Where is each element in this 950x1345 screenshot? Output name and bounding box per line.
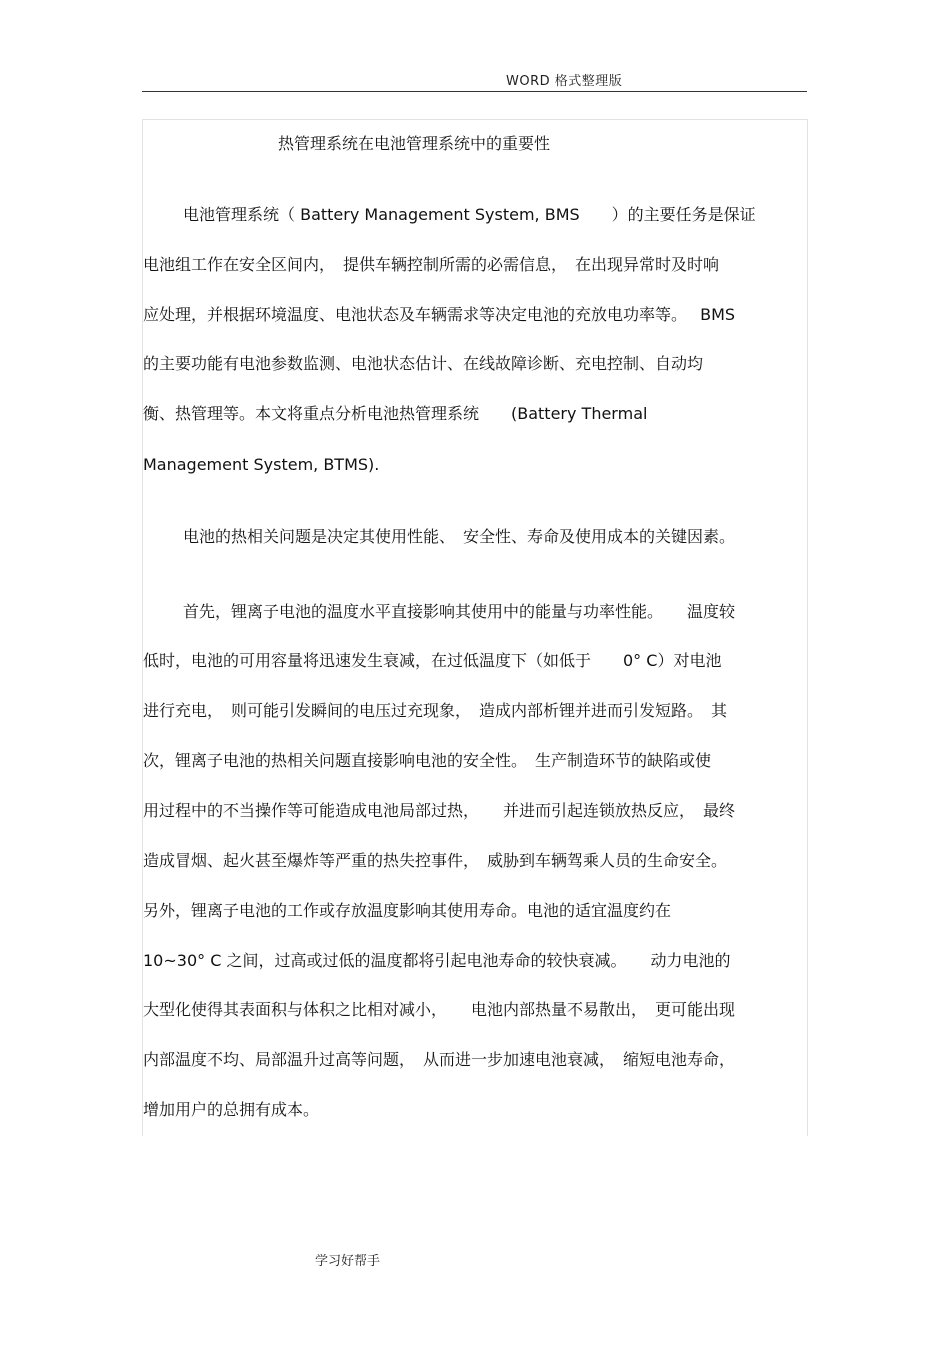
paragraph-line: 应处理，并根据环境温度、电池状态及车辆需求等决定电池的充放电功率等。 BMS [143,305,736,324]
paragraph-line: 进行充电， 则可能引发瞬间的电压过充现象， 造成内部析锂并进而引发短路。 其 [143,701,728,720]
paragraph-line: 低时，电池的可用容量将迅速发生衰减，在过低温度下（如低于 0° C）对电池 [143,651,722,670]
footer-label: 学习好帮手 [315,1254,381,1269]
paragraph-line: 次，锂离子电池的热相关问题直接影响电池的安全性。 生产制造环节的缺陷或使 [143,751,712,770]
paragraph-line: 10~30° C 之间，过高或过低的温度都将引起电池寿命的较快衰减。 动力电池的 [143,951,731,970]
paragraph-line: 增加用户的总拥有成本。 [143,1100,320,1119]
paragraph-line: 电池组工作在安全区间内， 提供车辆控制所需的必需信息， 在出现异常时及时响 [143,255,720,274]
paragraph-line: 衡、热管理等。本文将重点分析电池热管理系统 (Battery Thermal [143,404,648,423]
paragraph-line: Management System, BTMS). [143,455,380,474]
header-label: WORD 格式整理版 [506,74,623,89]
paragraph-line: 造成冒烟、起火甚至爆炸等严重的热失控事件， 威胁到车辆驾乘人员的生命安全。 [143,851,728,870]
paragraph-line: 电池的热相关问题是决定其使用性能、 安全性、寿命及使用成本的关键因素。 [183,527,736,546]
paragraph-line: 的主要功能有电池参数监测、电池状态估计、在线故障诊断、充电控制、自动均 [143,354,704,373]
paragraph-line: 首先，锂离子电池的温度水平直接影响其使用中的能量与功率性能。 温度较 [183,602,736,621]
header-divider [142,91,807,92]
paragraph-line: 用过程中的不当操作等可能造成电池局部过热， 并进而引起连锁放热反应， 最终 [143,801,736,820]
paragraph-line: 另外，锂离子电池的工作或存放温度影响其使用寿命。电池的适宜温度约在 [143,901,672,920]
paragraph-line: 内部温度不均、局部温升过高等问题， 从而进一步加速电池衰减， 缩短电池寿命， [143,1050,736,1069]
paragraph-line: 大型化使得其表面积与体积之比相对减小， 电池内部热量不易散出， 更可能出现 [143,1000,736,1019]
paragraph-line: 电池管理系统（ Battery Management System, BMS ）的主要任务是保证 [183,205,756,224]
document-title: 热管理系统在电池管理系统中的重要性 [278,134,551,153]
